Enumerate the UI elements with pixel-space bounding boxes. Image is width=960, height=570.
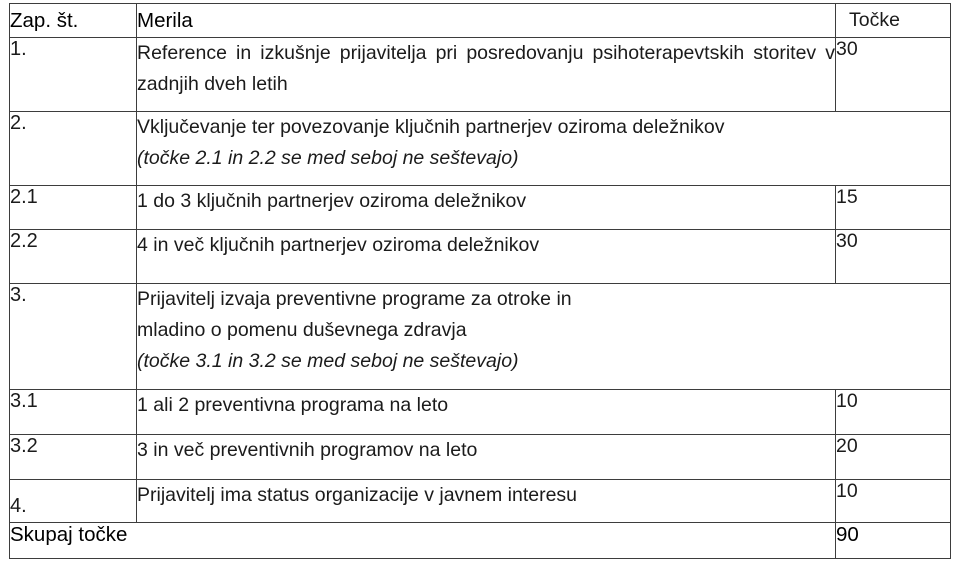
row-index-2: 2. — [10, 112, 137, 186]
column-header-points: Točke — [836, 4, 951, 38]
row-criteria-2 — [137, 112, 951, 186]
criteria-text: Prijavitelj ima status organizacije v javnem interesu — [137, 484, 578, 506]
row-points-3-2: 20 — [836, 435, 951, 480]
row-points-2-2: 30 — [836, 230, 951, 284]
row-criteria-2-1 — [137, 186, 836, 230]
criteria-text: Vključevanje ter povezovanje ključnih partnerjev oziroma deležnikov — [137, 116, 725, 138]
row-criteria-2-2 — [137, 230, 836, 284]
row-index-2-1: 2.1 — [10, 186, 137, 230]
table-header — [10, 4, 951, 38]
row-criteria-3-2 — [137, 435, 836, 480]
row-points-2-1: 15 — [836, 186, 951, 230]
header-row — [10, 4, 951, 38]
row-criteria-3-1 — [137, 390, 836, 435]
criteria-note: (točke 3.1 in 3.2 se med seboj ne seštevajo) — [137, 350, 519, 372]
row-points-1: 30 — [836, 38, 951, 112]
row-index-3-1: 3.1 — [10, 390, 137, 435]
row-index-2-2: 2.2 — [10, 230, 137, 284]
criteria-text: 4 in več ključnih partnerjev oziroma deležnikov — [137, 234, 540, 256]
criteria-text: Prijavitelj izvaja preventivne programe za otroke in — [137, 288, 572, 310]
table-row — [10, 435, 951, 480]
row-index-1: 1. — [10, 38, 137, 112]
table-row — [10, 480, 951, 523]
scoring-criteria-table — [9, 3, 951, 559]
table-row — [10, 186, 951, 230]
total-value: 90 — [836, 523, 951, 559]
table-body — [10, 38, 951, 559]
row-criteria-1 — [137, 38, 836, 112]
row-index-3-2: 3.2 — [10, 435, 137, 480]
table-row — [10, 230, 951, 284]
row-points-4: 10 — [836, 480, 951, 523]
column-header-index: Zap. št. — [10, 4, 137, 38]
criteria-text: Reference in izkušnje prijavitelja pri posredovanju psihoterapevtskih storitev v zadnjih dveh letih — [137, 42, 835, 95]
table-total-row — [10, 523, 951, 559]
criteria-text: mladino o pomenu duševnega zdravja — [137, 319, 467, 341]
table-row — [10, 112, 951, 186]
row-index-3: 3. — [10, 284, 137, 390]
table-row — [10, 284, 951, 390]
total-label: Skupaj točke — [10, 523, 836, 559]
table-row — [10, 38, 951, 112]
column-header-criteria: Merila — [137, 4, 836, 38]
row-index-4: 4. — [10, 480, 137, 523]
row-criteria-3 — [137, 284, 951, 390]
row-criteria-4 — [137, 480, 836, 523]
criteria-text: 3 in več preventivnih programov na leto — [137, 439, 478, 461]
criteria-note: (točke 2.1 in 2.2 se med seboj ne seštevajo) — [137, 147, 519, 169]
criteria-text: 1 ali 2 preventivna programa na leto — [137, 394, 449, 416]
table-row — [10, 390, 951, 435]
criteria-text: 1 do 3 ključnih partnerjev oziroma deležnikov — [137, 190, 527, 212]
row-points-3-1: 10 — [836, 390, 951, 435]
